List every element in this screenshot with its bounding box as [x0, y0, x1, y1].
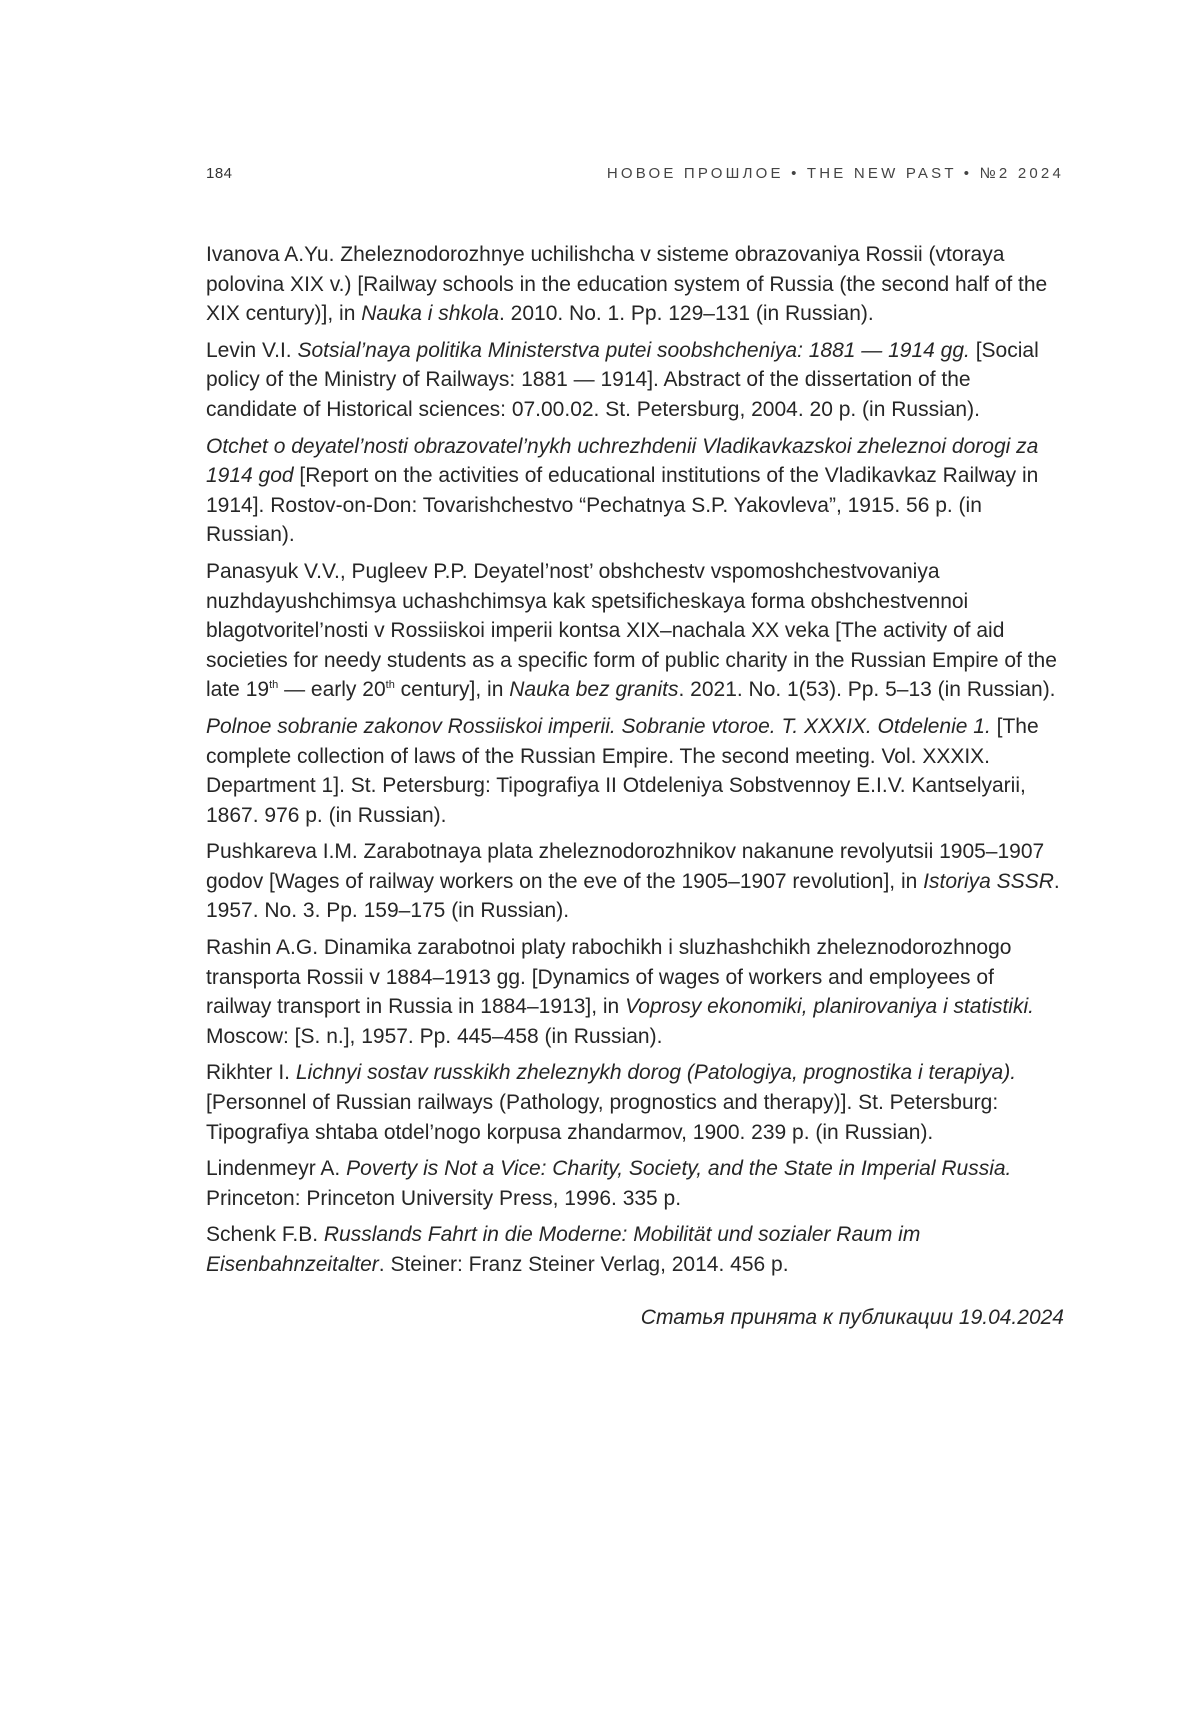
reference-text: Panasyuk V.V., Pugleev P.P. Deyatel’nost’ obshchestv vspomoshchestvovaniya nuzhdayushchimsya uchashchimsya kak spetsificheskaya forma obshchestvennoi blagotvoritel’nosti v Rossiiskoi imperii kontsa XIX–nachala XX veka [The activity of aid societies for needy students as a specific form of public charity in the Russian Empire of the late 19 — [206, 559, 1057, 702]
journal-title: НОВОЕ ПРОШЛОЕ • THE NEW PAST • №2 2024 — [606, 165, 1064, 182]
reference-text: Lindenmeyr A. — [206, 1157, 347, 1181]
reference-title: Polnoe sobranie zakonov Rossiiskoi imperii. Sobranie vtoroe. T. XXXIX. Otdelenie 1. — [206, 714, 991, 738]
reference-entry — [206, 712, 1064, 830]
reference-entry — [206, 557, 1064, 705]
reference-entry — [206, 432, 1064, 550]
reference-text: [The complete collection of laws of the Russian Empire. The second meeting. Vol. XXXIX. Department 1]. St. Petersburg: Tipografiya II Otdeleniya Sobstvennoy E.I.V. Kantselyarii, 1867. 976 p. (in Russian). — [206, 714, 1039, 827]
reference-title: Voprosy ekonomiki, planirovaniya i statistiki. — [625, 995, 1034, 1019]
reference-title: Lichnyi sostav russkikh zheleznykh dorog (Patologiya, prognostika i terapiya). — [295, 1061, 1017, 1085]
reference-text: [Report on the activities of educational institutions of the Vladikavkaz Railway in 1914]. Rostov-on-Don: Tovarishchestvo “Pechatnya S.P. Yakovleva”, 1915. 56 p. (in Russian). — [206, 464, 1039, 547]
reference-entry — [206, 1154, 1064, 1213]
reference-text: Rashin A.G. Dinamika zarabotnoi platy rabochikh i sluzhashchikh zheleznodorozhnogo transporta Rossii v 1884–1913 gg. [Dynamics of wages of workers and employees of railway transport in Russia in 1884–1913], in — [206, 936, 1012, 1019]
reference-text: Schenk F.B. — [206, 1223, 324, 1247]
reference-text: — early 20 — [278, 678, 386, 702]
acceptance-note: Статья принята к публикации 19.04.2024 — [640, 1306, 1064, 1329]
reference-title: Russlands Fahrt in die Moderne: Mobilität und sozialer Raum im Eisenbahnzeitalter — [206, 1223, 921, 1276]
reference-text: . Steiner: Franz Steiner Verlag, 2014. 456 p. — [378, 1253, 789, 1276]
running-header — [206, 165, 1064, 187]
reference-text: Ivanova A.Yu. Zheleznodorozhnye uchilishcha v sisteme obrazovaniya Rossii (vtoraya polovina XIX v.) [Railway schools in the education system of Russia (the second half of the XIX century)], in — [206, 243, 1048, 326]
reference-title: Otchet o deyatel’nosti obrazovatel’nykh uchrezhdenii Vladikavkazskoi zheleznoi dorogi za 1914 god — [206, 434, 1039, 488]
reference-list — [206, 240, 1064, 1287]
reference-text: [Personnel of Russian railways (Pathology, prognostics and therapy)]. St. Petersburg: Tipografiya shtaba otdel’nogo korpusa zhandarmov, 1900. 239 p. (in Russian). — [206, 1091, 999, 1144]
reference-title: Nauka bez granits — [509, 678, 679, 702]
reference-title: Nauka i shkola — [361, 302, 499, 326]
reference-text: . 1957. No. 3. Pp. 159–175 (in Russian). — [206, 869, 1060, 923]
reference-text: Rikhter I. — [206, 1061, 296, 1085]
reference-text: Levin V.I. — [206, 338, 298, 362]
reference-text: Princeton: Princeton University Press, 1996. 335 p. — [206, 1186, 682, 1210]
reference-title: Poverty is Not a Vice: Charity, Society, and the State in Imperial Russia. — [346, 1157, 1012, 1181]
reference-entry — [206, 240, 1064, 329]
reference-title: Istoriya SSSR — [923, 869, 1054, 893]
reference-entry — [206, 1058, 1064, 1147]
superscript-text: th — [269, 679, 279, 692]
reference-entry — [206, 933, 1064, 1051]
reference-entry — [206, 336, 1064, 425]
page-number: 184 — [206, 165, 233, 182]
reference-text: . 2021. No. 1(53). Pp. 5–13 (in Russian). — [678, 678, 1056, 702]
reference-text: Pushkareva I.M. Zarabotnaya plata zheleznodorozhnikov nakanune revolyutsii 1905–1907 godov [Wages of railway workers on the eve of the 1905–1907 revolution], in — [206, 840, 1045, 893]
reference-text: century], in — [394, 678, 510, 702]
reference-text: . 2010. No. 1. Pp. 129–131 (in Russian). — [498, 302, 874, 326]
reference-entry — [206, 837, 1064, 926]
superscript-text: th — [385, 679, 395, 692]
reference-text: [Social policy of the Ministry of Railways: 1881 — 1914]. Abstract of the dissertation of the candidate of Historical sciences: 07.00.02. St. Petersburg, 2004. 20 p. (in Russian). — [206, 338, 1039, 421]
reference-entry — [206, 1220, 1064, 1279]
reference-title: Sotsial’naya politika Ministerstva putei soobshcheniya: 1881 — 1914 gg. — [297, 338, 970, 362]
reference-text: Moscow: [S. n.], 1957. Pp. 445–458 (in Russian). — [206, 1024, 663, 1048]
